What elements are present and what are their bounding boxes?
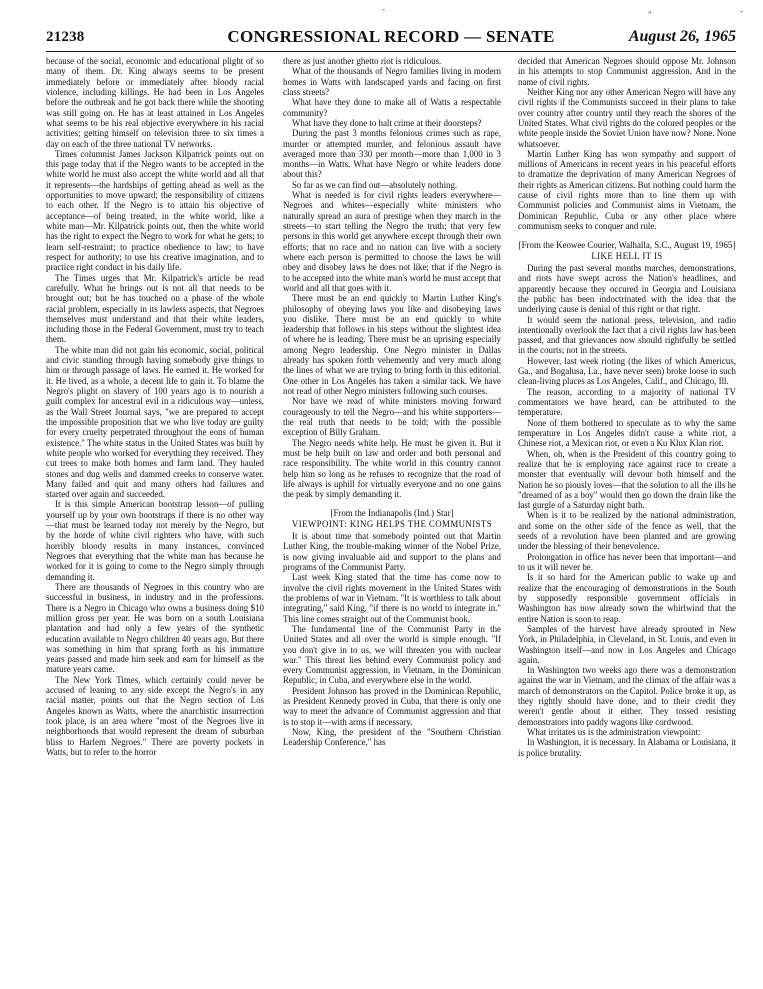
paragraph: Neither King nor any other American Negro will have any civil rights if the Communists succeed in their plans to take over country after country until they reach the shores of the United States. What civil rights do the colored peoples or the white people inside the Soviet Union have now? None. None whatsoever. <box>518 86 736 149</box>
paragraph: President Johnson has proved in the Dominican Republic, as President Kennedy proved in Cuba, that there is only one way to meet the advance of Communist aggression and that is to stop it—with arms if necessary. <box>283 685 501 727</box>
margin-mark: " <box>648 10 652 20</box>
article-headline: LIKE HELL IT IS <box>591 250 663 261</box>
paragraph: The fundamental line of the Communist Party in the United States and all over the world is simple enough. "If you don't give in to us, we will threaten you with nuclear war." This threat lies behind every Communist policy and every Communist aggression, in Vietnam, in the Dominican Republic, in Cuba, and everywhere else in the world. <box>283 623 501 686</box>
paragraph: Nor have we read of white ministers moving forward courageously to tell the Negro—and his white supporters—the real truth that needs to be told; with the possible exception of Billy Graham. <box>283 396 501 438</box>
paragraph: What irritates us is the administration viewpoint: <box>527 727 701 737</box>
paragraph: It is this simple American bootstrap lesson—of pulling yourself up by your own bootstraps if there is no other way—that must be learned today not merely by the Negro, but by the horde of white civil righters who have, with such horribly bloody results in many instances, convinced Negroes that everything that the white man has because he worked for it is going to come to the Negro simply through demanding it. <box>46 499 264 582</box>
paragraph: However, last week rioting (the likes of which Americus, Ga., and Bogalusa, La., have never seen) broke loose in such clean-living places as Los Angeles, Calif., and Chicago, Ill. <box>518 355 736 387</box>
paragraph: The Times urges that Mr. Kilpatrick's article be read carefully. What he brings out is not all that needs to be brought out; but he has touched on a phase of the whole racial problem, especially in its lawless aspects, that Negroes themselves must understand and that their white leaders, including those in the Federal Government, must try to teach them. <box>46 272 264 345</box>
paragraph: None of them bothered to speculate as to why the same temperature in Los Angeles didn't cause a white riot, a Chinese riot, a Mexican riot, or even a Ku Klux Klan riot. <box>518 417 736 449</box>
article-source: [From the Indianapolis (Ind.) Star] <box>330 508 454 519</box>
paragraph: Times columnist James Jackson Kilpatrick points out on this page today that if the Negro wants to be accepted in the white world he must also accept the white world and all that it represents—the hardships of getting ahead as well as the opportunities to move upward; the responsibility of citizens to each other. If the Negro is to attain his objective of acceptance—of being treated, in the white world, like a white man—Mr. Kilpatrick points out, then the white world has the right to expect the Negro to work for what he gets; to learn self-restraint; to practice obedience to law; to have respect for authority; to use his creative imagination, and to practice right conduct in his daily life. <box>46 148 264 273</box>
paragraph: because of the social, economic and educational plight of so many of them. Dr. King always seems to be present immediately before or immediately after bloody racial violence, including killings. He had been in Los Angeles before the outbreak and he got back there while the shooting was still going on. He has at least attained in Los Angeles what seems to be his real objective everywhere in his racial activities; getting himself on television three to six times a day on each of the three national TV networks. <box>46 56 264 149</box>
text-column-3 <box>518 56 736 984</box>
paragraph: The New York Times, which certainly could never be accused of leaning to any side except the Negro's in any racial matter, points out that the Negro section of Los Angeles known as Watts, where the anarchistic insurrection took place, is an area where "most of the Negroes live in neighborhoods that would represent the dream of suburban bliss to Harlem Negroes." There are poverty pockets in Watts, but to refer to the horror <box>46 674 264 757</box>
header-rule <box>46 51 736 52</box>
page-number: 21238 <box>46 29 85 45</box>
paragraph: Martin Luther King has won sympathy and support of millions of Americans in recent years in his peaceful efforts to dramatize the deprivation of many American Negroes of their rights as American citizens. But nothing could harm the cause of civil rights more than to line them up with Communist policies and Communist aims in Vietnam, the Dominican Republic, Cuba or any other place where communism seeks to conquer and rule. <box>518 148 736 231</box>
margin-mark: - <box>382 4 385 14</box>
margin-mark: - <box>740 6 743 16</box>
paragraph: When is it to be realized by the national administration, and some on the other side of the fence as well, that the seeds of a revolution have been planted and are growing under the blessing of their benevolence. <box>518 510 736 552</box>
paragraph: Prolongation in office has never been that important—and to us it will never be. <box>518 551 736 572</box>
text-column-2 <box>283 56 501 984</box>
page-header <box>46 27 736 51</box>
paragraph: What have they done to halt crime at their doorsteps? <box>292 117 482 128</box>
paragraph: Last week King stated that the time has come now to involve the civil rights movement in the United States with the problems of war in Vietnam. "It is worthless to talk about integrating," said King, "if there is no world to integrate in." This line comes straight out of the Communist book. <box>283 572 501 624</box>
paragraph: It is about time that somebody pointed out that Martin Luther King, the trouble-making winner of the Nobel Prize, is now giving invaluable aid and support to the plans and programs of the Communist Party. <box>283 531 501 572</box>
paragraph: There must be an end quickly to Martin Luther King's philosophy of obeying laws you like and disobeying laws you dislike. There must be an end quickly to white leadership that follows in his steps without the slightest idea of where he is leading. There must be an uprising especially among Negro leadership. One Negro minister in Dallas already has spoken forth vehemently and very much along the lines of what we are trying to bring forth in this editorial. One other in Los Angeles has taken a similar tack. We have not read of other Negro ministers following such courses. <box>283 293 501 396</box>
paragraph: There are thousands of Negroes in this country who are successful in business, in industry and in the professions. There is a Negro in Chicago who owns a business doing $10 million gross per year. He was born on a south Louisiana plantation and had only a few years of the synthetic education available to Negro children 40 years ago. But there was something in him that sprang forth as his immature years passed and made him seek and earn for himself as the mature years came. <box>46 581 264 675</box>
paragraph: What of the thousands of Negro families living in modern homes in Watts with landscaped yards and facing on first class streets? <box>283 66 501 97</box>
article-source: [From the Keowee Courier, Walhalla, S.C., August 19, 1965] <box>518 240 736 251</box>
paragraph: decided that American Negroes should oppose Mr. Johnson in his attempts to stop Communist aggression. And in the name of civil rights. <box>518 56 736 87</box>
paragraph: The Negro needs white help. He must be given it. But it must be help built on law and order and both personal and race responsibility. The white world in this country cannot help him so long as he refuses to recognize that the road of life always is uphill for virtually everyone and no one gains the peak by simply demanding it. <box>283 437 501 500</box>
paragraph: Now, King, the president of the "Southern Christian Leadership Conference," has <box>283 727 501 748</box>
paragraph: So far as we can find out—absolutely nothing. <box>292 179 458 190</box>
issue-date: August 26, 1965 <box>628 28 736 45</box>
text-column-1 <box>46 56 264 984</box>
paragraph: What is needed is for civil rights leaders everywhere—Negroes and whites—especially white ministers who naturally spread an aura of prestige when they march in the streets—to start telling the Negro the truth; that very few persons in this world get anywhere except through their own efforts; that no race and no nation can live with a society where each person is permitted to choose the laws he will obey and disobey laws he does not like; that if the Negro is to be accepted into the white man's world he must accept that world and all that goes with it. <box>283 190 501 293</box>
paragraph: In Washington, it is necessary. In Alabama or Louisiana, it is police brutality. <box>518 737 736 758</box>
paragraph: Is it so hard for the American public to wake up and realize that the encouraging of demonstrations in the South by supposedly responsible government officials in Washington has now already sown the whirlwind that the entire Nation is soon to reap. <box>518 572 736 624</box>
paragraph: The white man did not gain his economic, social, political and civic standing through having somebody give things to him or through passage of laws. He earned it. He worked for it. He lived, as a whole, a decent life to gain it. To blame the Negro's plight on slavery of 100 years ago is to nourish a guilt complex for ancestral evil in a ridiculous way—unless, as the Wall Street Journal says, "we are prepared to accept the impossible proposition that we who live today are guilty for every cruelty perpetrated throughout the eons of human existence." The white status in the United States was built by white people who worked for everything they received. They cut trees to make both homes and farm land. They hauled stones and dug wells and dammed creeks to conserve water. Many failed and quit and many others had failures and started over again and succeeded. <box>46 344 264 500</box>
paragraph: The reason, according to a majority of national TV commentators we have heard, can be attributed to the temperature. <box>518 386 736 418</box>
paragraph: During the past several months marches, demonstrations, and riots have swept across the Nation's headlines, and apparently because they occured in Georgia and Louisiana the public has been indoctrinated with the idea that the underlying cause is denial of this right or that right. <box>518 262 736 315</box>
paragraph: there as just another ghetto riot is ridiculous. <box>283 56 442 66</box>
article-headline: VIEWPOINT: KING HELPS THE COMMUNISTS <box>291 518 493 529</box>
publication-title: CONGRESSIONAL RECORD — SENATE <box>227 27 555 46</box>
paragraph: Samples of the harvest have already sprouted in New York, in Philadelphia, in Cleveland, in St. Louis, and even in Washington itself—and now in Los Angeles and Chicago again. <box>518 623 736 665</box>
paragraph: It would seem the national press, television, and radio intentionally overlook the fact that a civil rights law has been passed, and that grievances now should rightfully be settled in the courts; not in the streets. <box>518 314 736 356</box>
paragraph: In Washington two weeks ago there was a demonstration against the war in Vietnam, and the climax of the affair was a march of demonstrators on the Capitol. Police broke it up, as they rightly should have done, and to their credit they weren't gentle about it either. They tossed resisting demonstrators into paddy wagons like cordwood. <box>518 665 736 727</box>
paragraph: What have they done to make all of Watts a respectable community? <box>283 97 501 118</box>
paragraph: When, oh, when is the President of this country going to realize that he is employing race against race to create a monster that eventually will devour both himself and the Nation he so piously loves—that the solution to all the ills he "dreamed of as a boy" would then go down the drain like the last gurgle of a Saturday night bath. <box>518 448 736 511</box>
paragraph: During the past 3 months felonious crimes such as rape, murder or attempted murder, and felonious assault have averaged more than 330 per month—more than 1,000 in 3 months—in Watts. What have Negro or white leaders done about this? <box>283 128 501 180</box>
